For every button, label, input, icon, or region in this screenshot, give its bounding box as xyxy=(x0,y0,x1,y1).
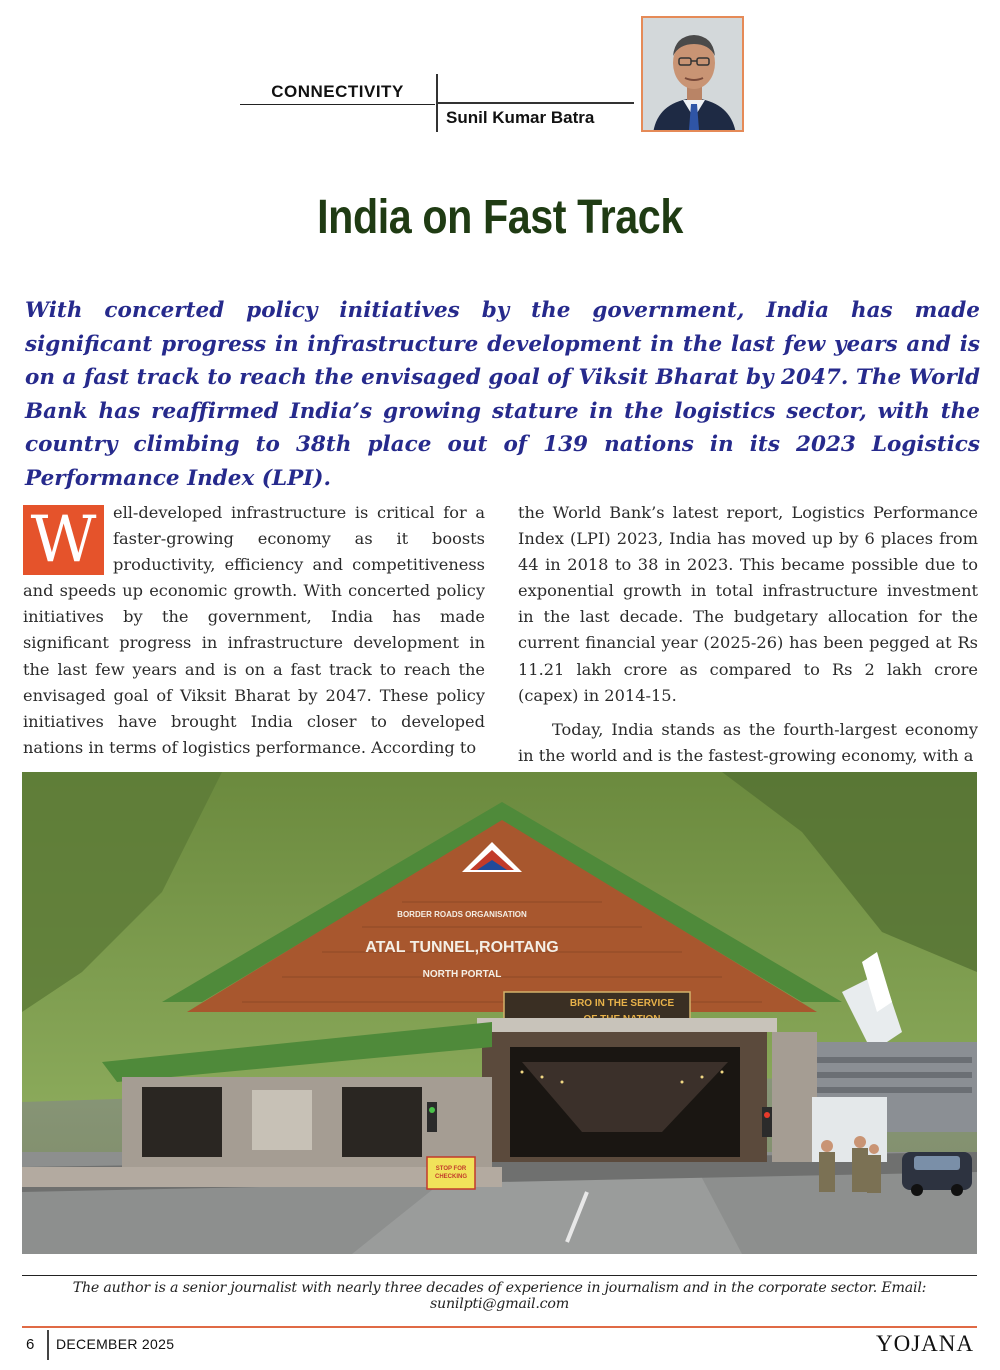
body-paragraph: ell-developed infrastructure is critical for a faster-growing economy as it boosts productivity, efficiency and competitiveness and speeds up economic growth. With concerted policy initiatives by the government, India has made significant progress in infrastructure development in the last few years and is on a fast track to reach the envisaged goal of Viksit Bharat by 2047. These policy initiatives have brought India closer to developed nations in terms of logistics performance. According to xyxy=(23,503,485,757)
stop-sign-line-1: STOP FOR xyxy=(435,1166,467,1172)
body-column-right xyxy=(518,500,978,777)
drop-cap: W xyxy=(23,505,104,575)
body-column-left xyxy=(23,500,485,769)
stop-sign-line-2: CHECKING xyxy=(434,1174,468,1180)
sign-main: ATAL TUNNEL,ROHTANG xyxy=(365,939,559,956)
footer-divider xyxy=(47,1330,49,1360)
section-label: CONNECTIVITY xyxy=(240,82,435,105)
author-name: Sunil Kumar Batra xyxy=(446,108,595,127)
banner-line-1: BRO IN THE SERVICE xyxy=(569,998,675,1009)
body-paragraph: Today, India stands as the fourth-largest economy in the world and is the fastest-growing economy, with a xyxy=(518,719,978,765)
sign-org: BORDER ROADS ORGANISATION xyxy=(397,910,527,919)
footer-rule xyxy=(22,1326,977,1328)
body-paragraph: the World Bank’s latest report, Logistics Performance Index (LPI) 2023, India has moved up by 6 places from 44 in 2018 to 38 in 2023. This became possible due to exponential growth in total infrastructure investment in the last decade. The budgetary allocation for the current financial year (2025-26) has been pegged at Rs 11.21 lakh crore as compared to Rs 2 lakh crore (capex) in 2014-15. xyxy=(518,503,978,705)
header-rule xyxy=(436,102,634,104)
article-standfirst: With concerted policy initiatives by the government, India has made significant progress in infrastructure development in the last few years and is on a fast track to reach the envisaged goal of Viksit Bharat by 2047. The World Bank has reaffirmed India’s growing stature in the logistics sector, with the country climbing to 38th place out of 139 nations in its 2023 Logistics Performance Index (LPI). xyxy=(25,298,980,491)
page-number: 6 xyxy=(26,1336,35,1353)
author-note: The author is a senior journalist with nearly three decades of experience in journalism and in the corporate sector. Email: sunilpti@gmail.com xyxy=(22,1275,977,1312)
issue-date: DECEMBER 2025 xyxy=(56,1336,175,1352)
author-photo xyxy=(641,16,744,132)
magazine-logo: YOJANA xyxy=(876,1331,974,1356)
sign-sub: NORTH PORTAL xyxy=(422,969,502,980)
article-title: India on Fast Track xyxy=(317,191,683,244)
atal-tunnel-photo xyxy=(22,772,977,1254)
